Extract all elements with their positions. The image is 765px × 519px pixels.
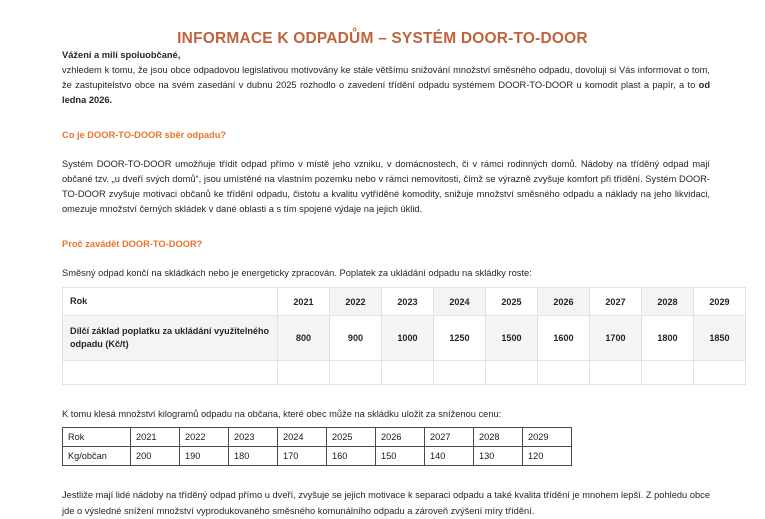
spacer bbox=[62, 140, 710, 157]
fee-table-empty-cell bbox=[434, 361, 486, 385]
spacer bbox=[62, 249, 710, 266]
fee-table-value: 1800 bbox=[642, 316, 694, 361]
fee-table-year: 2024 bbox=[434, 288, 486, 316]
fee-table-empty-cell bbox=[330, 361, 382, 385]
table-row bbox=[63, 288, 746, 316]
heading-why-door-to-door: Proč zavádět DOOR-TO-DOOR? bbox=[62, 239, 203, 250]
intro-text: vzhledem k tomu, že jsou obce odpadovou legislativou motivovány ke stále většímu snižování množství směsného odpadu, dovoluji si Vás informovat o tom, že zastupitelstvo obce na svém zasedání v dubnu 2025 rozhodlo o zavedení třídění odpadu systémem DOOR-TO-DOOR u komodit plast a papír, a to bbox=[62, 65, 710, 91]
fee-table-empty-cell bbox=[278, 361, 330, 385]
kg-table-value: 190 bbox=[180, 447, 229, 466]
table-row bbox=[63, 428, 572, 447]
fee-table-value: 1500 bbox=[486, 316, 538, 361]
kg-table-row-label: Rok bbox=[63, 428, 131, 447]
fee-table-year: 2028 bbox=[642, 288, 694, 316]
table-row bbox=[63, 447, 572, 466]
intro-paragraph bbox=[62, 48, 710, 108]
fee-table-value: 1600 bbox=[538, 316, 590, 361]
kg-table-value: 160 bbox=[327, 447, 376, 466]
fee-table-empty-cell bbox=[486, 361, 538, 385]
kg-table-row-label: Kg/občan bbox=[63, 447, 131, 466]
table-row bbox=[63, 361, 746, 385]
fee-table-year: 2022 bbox=[330, 288, 382, 316]
kg-table-value: 130 bbox=[474, 447, 523, 466]
fee-table-empty-cell bbox=[538, 361, 590, 385]
heading-what-is-door-to-door: Co je DOOR-TO-DOOR sběr odpadu? bbox=[62, 130, 227, 141]
kg-table-intro: K tomu klesá množství kilogramů odpadu na občana, které obec může na skládku uložit za sníženou cenu: bbox=[62, 409, 502, 420]
kg-table-year: 2025 bbox=[327, 428, 376, 447]
fee-table-year: 2026 bbox=[538, 288, 590, 316]
spacer bbox=[62, 466, 710, 488]
fee-table-value: 1700 bbox=[590, 316, 642, 361]
fee-table-value: 800 bbox=[278, 316, 330, 361]
spacer bbox=[62, 217, 710, 239]
fee-table-year: 2029 bbox=[694, 288, 746, 316]
fee-table-year: 2025 bbox=[486, 288, 538, 316]
fee-table-empty-cell bbox=[382, 361, 434, 385]
kg-table-value: 140 bbox=[425, 447, 474, 466]
kg-table-value: 120 bbox=[523, 447, 572, 466]
fee-table-row-label: Rok bbox=[63, 288, 278, 316]
fee-table-row-label: Dílčí základ poplatku za ukládání využitelného odpadu (Kč/t) bbox=[63, 316, 278, 361]
fee-table-value: 1850 bbox=[694, 316, 746, 361]
fee-table-year: 2027 bbox=[590, 288, 642, 316]
spacer bbox=[62, 385, 710, 407]
fee-table-empty-cell bbox=[63, 361, 278, 385]
fee-table-empty-cell bbox=[694, 361, 746, 385]
salutation-text: Vážení a milí spoluobčané, bbox=[62, 50, 181, 60]
spacer bbox=[62, 108, 710, 130]
intro-bold-date: od ledna 2026. bbox=[62, 80, 710, 106]
fee-table-empty-cell bbox=[642, 361, 694, 385]
kg-table-year: 2028 bbox=[474, 428, 523, 447]
fee-table-value: 1000 bbox=[382, 316, 434, 361]
kg-table-year: 2023 bbox=[229, 428, 278, 447]
closing-paragraph: Jestliže mají lidé nádoby na tříděný odpad přímo u dveří, zvyšuje se jejich motivace k separaci odpadu a také kvalita třídění je mnohem lepší. Z pohledu obce jde o výsledné snížení množství vyprodukovaného směsného komunálního odpadu a zároveň zvýšení míry třídění. bbox=[62, 490, 710, 516]
fee-table-value: 1250 bbox=[434, 316, 486, 361]
kg-table-value: 150 bbox=[376, 447, 425, 466]
kg-table-year: 2024 bbox=[278, 428, 327, 447]
kg-table-value: 200 bbox=[131, 447, 180, 466]
kg-table-value: 170 bbox=[278, 447, 327, 466]
fee-table-value: 900 bbox=[330, 316, 382, 361]
fee-table-year: 2021 bbox=[278, 288, 330, 316]
fee-table bbox=[62, 287, 746, 385]
page-title: INFORMACE K ODPADŮM – SYSTÉM DOOR-TO-DOOR bbox=[177, 30, 588, 47]
document-body bbox=[0, 48, 765, 519]
kg-table-year: 2026 bbox=[376, 428, 425, 447]
kg-table-year: 2021 bbox=[131, 428, 180, 447]
table-row bbox=[63, 316, 746, 361]
kg-table-year: 2027 bbox=[425, 428, 474, 447]
fee-table-year: 2023 bbox=[382, 288, 434, 316]
what-is-paragraph: Systém DOOR-TO-DOOR umožňuje třídit odpad přímo v místě jeho vzniku, v domácnostech, či v rámci rodinných domů. Nádoby na tříděný odpad mají občané tzv. „u dveří svých domů“, jsou umístěné na vlastním pozemku nebo v rámci nemovitosti, čímž se výrazně zvyšuje komfort při třídění. Systém DOOR-TO-DOOR zvyšuje motivaci občanů ke třídění odpadu, čistotu a kvalitu vytříděné komodity, snižuje množství směsného odpadu a náklady na jeho likvidaci, omezuje množství černých skládek v dané oblasti a s tím spojené výdaje na jejich úklid. bbox=[62, 159, 710, 215]
kg-table-year: 2022 bbox=[180, 428, 229, 447]
kg-table-year: 2029 bbox=[523, 428, 572, 447]
kg-table-value: 180 bbox=[229, 447, 278, 466]
fee-table-intro: Směsný odpad končí na skládkách nebo je energeticky zpracován. Poplatek za ukládání odpadu na skládky roste: bbox=[62, 268, 532, 279]
fee-table-empty-cell bbox=[590, 361, 642, 385]
kg-table bbox=[62, 427, 572, 466]
